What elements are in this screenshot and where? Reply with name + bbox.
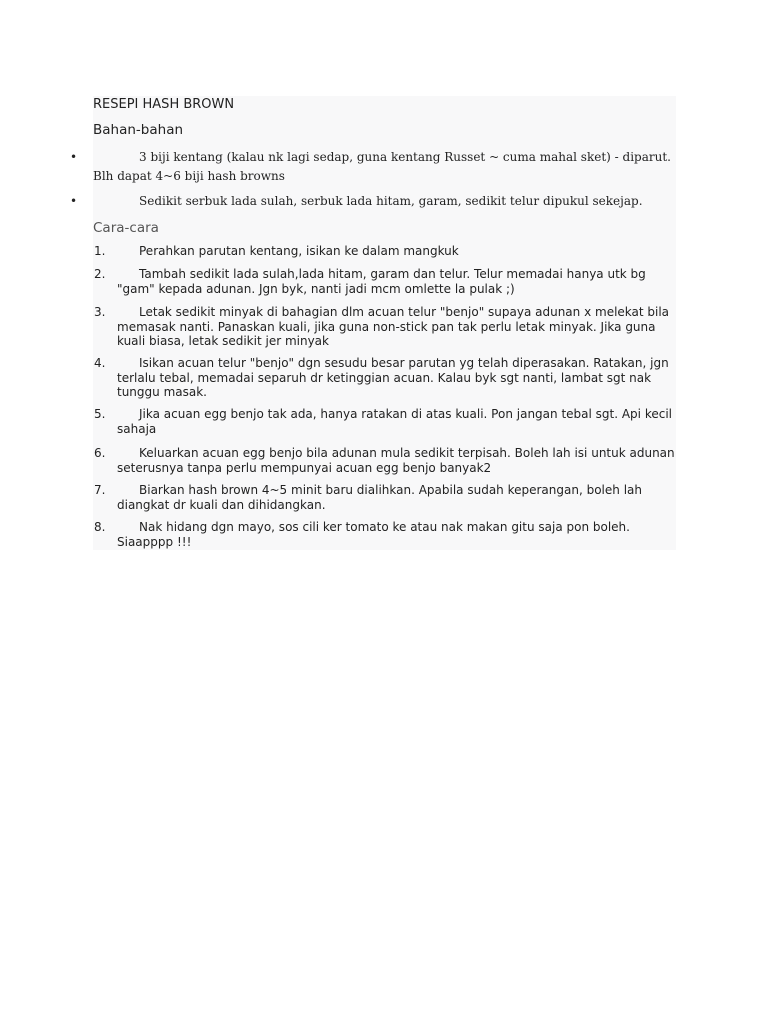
step-text: Nak hidang dgn mayo, sos cili ker tomato ke atau nak makan gitu saja pon boleh. Siaapppp !!! — [117, 520, 630, 549]
step-number: 3. — [94, 305, 106, 319]
step-text: Keluarkan acuan egg benjo bila adunan mula sedikit terpisah. Boleh lah isi untuk adunan seterusnya tanpa perlu mempunyai acuan egg benjo banyak2 — [117, 446, 675, 475]
bullet-icon: • — [70, 150, 78, 164]
step-text: Jika acuan egg benjo tak ada, hanya ratakan di atas kuali. Pon jangan tebal sgt. Api kecil sahaja — [117, 407, 672, 436]
step-text: Letak sedikit minyak di bahagian dlm acuan telur "benjo" supaya adunan x melekat bila memasak nanti. Panaskan kuali, jika guna non-stick pan tak perlu letak minyak. Jika guna kuali biasa, letak sedikit jer minyak — [117, 305, 670, 348]
ingredient-text: 3 biji kentang (kalau nk lagi sedap, guna kentang Russet ~ cuma mahal sket) - diparut. Blh dapat 4~6 biji hash browns — [93, 150, 671, 183]
step-text: Isikan acuan telur "benjo" dgn sesudu besar parutan yg telah diperasakan. Ratakan, jgn terlalu tebal, memadai separuh dr ketinggian acuan. Kalau byk sgt nanti, lambat sgt nak tunggu masak. — [117, 356, 669, 399]
bullet-icon: • — [70, 194, 78, 208]
step-number: 7. — [94, 483, 106, 497]
step-number: 8. — [94, 520, 106, 534]
step-number: 6. — [94, 446, 106, 460]
ingredient-text: Sedikit serbuk lada sulah, serbuk lada hitam, garam, sedikit telur dipukul sekejap. — [139, 194, 643, 208]
step-text: Tambah sedikit lada sulah,lada hitam, garam dan telur. Telur memadai hanya utk bg "gam" kepada adunan. Jgn byk, nanti jadi mcm omlette la pulak ;) — [117, 267, 646, 296]
step-text: Perahkan parutan kentang, isikan ke dalam mangkuk — [139, 244, 459, 258]
step-number: 4. — [94, 356, 106, 370]
step-number: 5. — [94, 407, 106, 421]
step-number: 2. — [94, 267, 106, 281]
ingredients-heading: Bahan-bahan — [93, 122, 184, 138]
method-heading: Cara-cara — [93, 220, 159, 236]
step-text: Biarkan hash brown 4~5 minit baru dialihkan. Apabila sudah keperangan, boleh lah diangkat dr kuali dan dihidangkan. — [117, 483, 642, 512]
recipe-title: RESEPI HASH BROWN — [93, 97, 235, 112]
step-number: 1. — [94, 244, 106, 258]
